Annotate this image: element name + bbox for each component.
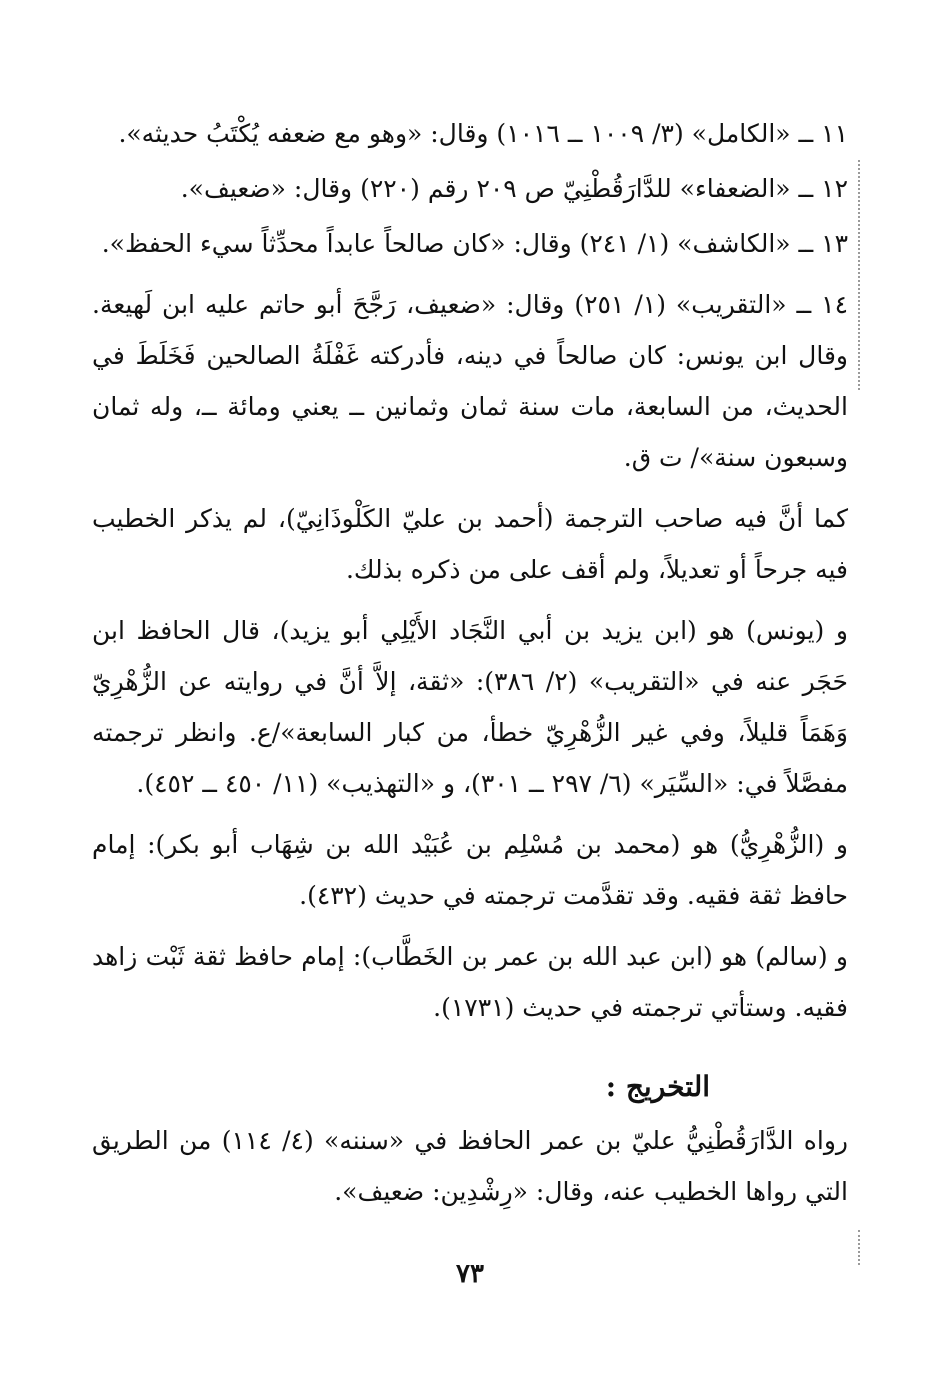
- entry-14: ١٤ ــ «التقريب» (١/ ٢٥١) وقال: «ضعيف، رَجَّحَ أبو حاتم عليه ابن لَهيعة. وقال ابن يونس: كان صالحاً في دينه، فأدركته غَفْلَةُ الصالحين فَخَلَطَ في الحديث، من السابعة، مات سنة ثمان وثمانين ــ يعني ومائة ــ، وله ثمان وسبعون سنة»/ ت ق.: [92, 290, 848, 472]
- takhrij-heading: التخريج :: [605, 1070, 710, 1103]
- entry-12: ١٢ ــ «الضعفاء» للدَّارَقُطْنِيّ ص ٢٠٩ رقم (٢٢٠) وقال: «ضعيف».: [180, 174, 848, 203]
- paragraph-narrator-ahmad: كما أنَّ فيه صاحب الترجمة (أحمد بن عليّ الكَلْوذَانِيّ)، لم يذكر الخطيب فيه جرحاً أو تعديلاً، ولم أقف على من ذكره بذلك.: [92, 504, 848, 584]
- paragraph-narrator-zuhri: و (الزُّهْرِيُّ) هو (محمد بن مُسْلِم بن عُبَيْد الله بن شِهَاب أبو بكر): إمام حافظ ثقة فقيه. وقد تقدَّمت ترجمته في حديث (٤٣٢).: [92, 830, 848, 910]
- entry-11: ١١ ــ «الكامل» (٣/ ١٠٠٩ ــ ١٠١٦) وقال: «وهو مع ضعفه يُكْتَبُ حديثه».: [118, 119, 848, 148]
- page-body: [92, 108, 848, 1217]
- takhrij-text: رواه الدَّارَقُطْنِيُّ عليّ بن عمر الحافظ في «سننه» (٤/ ١١٤) من الطريق التي رواها الخطيب عنه، وقال: «رِشْدِين: ضعيف».: [92, 1126, 848, 1206]
- page-number: ٧٣: [456, 1259, 484, 1289]
- paragraph-narrator-salim: و (سالم) هو (ابن عبد الله بن عمر بن الخَطَّاب): إمام حافظ ثقة ثَبْت زاهد فقيه. وستأتي ترجمته في حديث (١٧٣١).: [92, 942, 848, 1022]
- entry-13: ١٣ ــ «الكاشف» (١/ ٢٤١) وقال: «كان صالحاً عابداً محدِّثاً سيء الحفظ».: [101, 229, 848, 258]
- paragraph-narrator-yunus: و (يونس) هو (ابن يزيد بن أبي النَّجَاد الأَيْلِي أبو يزيد)، قال الحافظ ابن حَجَر عنه في «التقريب» (٢/ ٣٨٦): «ثقة، إلاَّ أنَّ في روايته عن الزُّهْرِيّ وَهَمَاً قليلاً، وفي غير الزُّهْرِيّ خطأ، من كبار السابعة»/ع. وانظر ترجمته مفصَّلاً في: «السِّيَر» (٦/ ٢٩٧ ــ ٣٠١)، و «التهذيب» (١١/ ٤٥٠ ــ ٤٥٢).: [92, 616, 848, 798]
- margin-dotted-rule: [858, 160, 860, 390]
